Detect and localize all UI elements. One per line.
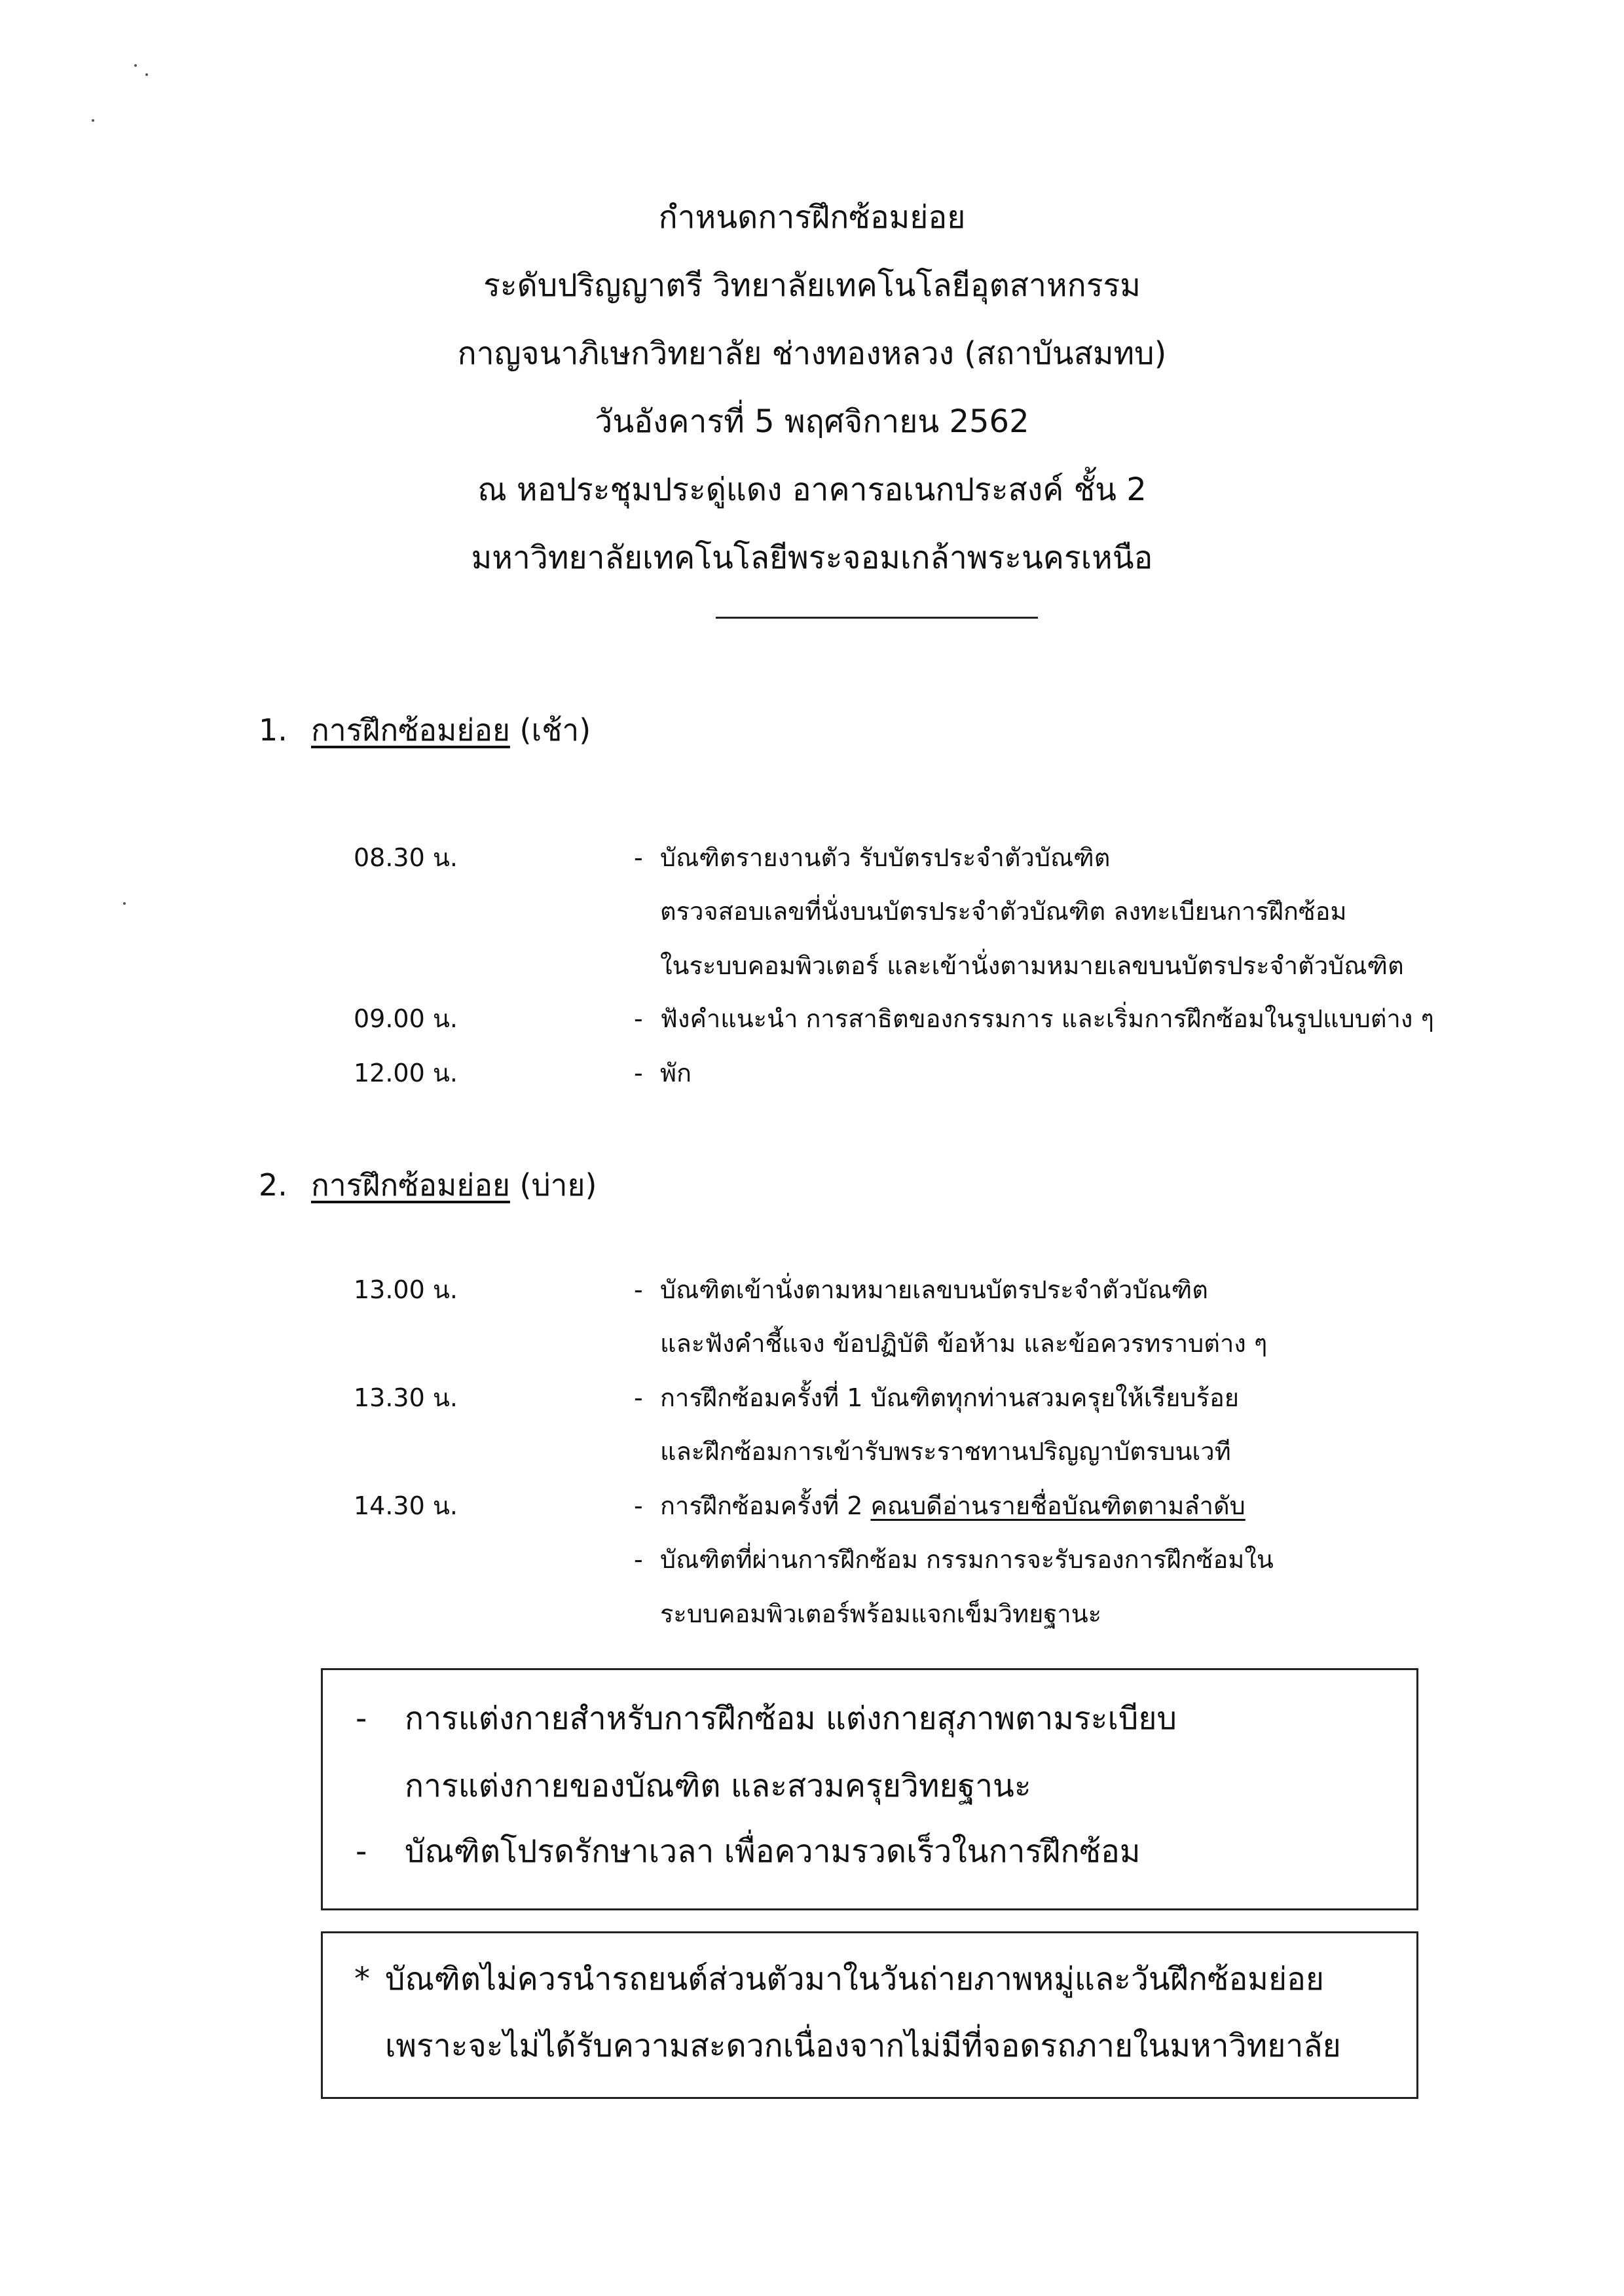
schedule-time: 13.00 น. [354,1275,458,1304]
section-number: 2. [259,1167,287,1203]
dress-code-notice-box [321,1668,1418,1910]
scan-speck [145,73,148,76]
schedule-line: พัก [660,1059,692,1087]
schedule-time: 13.30 น. [354,1383,458,1412]
bullet-dash: - [634,1275,643,1304]
schedule-line: ระบบคอมพิวเตอร์พร้อมแจกเข็มวิทยฐานะ [660,1599,1102,1628]
bullet-dash: - [634,1004,643,1033]
header-date: วันอังคารที่ 5 พฤศจิกายน 2562 [595,403,1029,440]
warning-line: เพราะจะไม่ได้รับความสะดวกเนื่องจากไม่มีที่จอดรถภายในมหาวิทยาลัย [385,2028,1341,2064]
schedule-line: และฝึกซ้อมการเข้ารับพระราชทานปริญญาบัตรบนเวที [660,1437,1231,1466]
bullet-dash: - [634,843,643,872]
bullet-dash: - [634,1383,643,1412]
warning-marker: * [354,1961,370,1997]
section-number: 1. [259,712,287,748]
schedule-line: บัณฑิตรายงานตัว รับบัตรประจำตัวบัณฑิต [660,843,1111,872]
notice-line: บัณฑิตโปรดรักษาเวลา เพื่อความรวดเร็วในการฝึกซ้อม [405,1833,1141,1870]
header-venue: ณ หอประชุมประดู่แดง อาคารอเนกประสงค์ ชั้น 2 [477,471,1147,508]
schedule-line: ตรวจสอบเลขที่นั่งบนบัตรประจำตัวบัณฑิต ลงทะเบียนการฝึกซ้อม [660,897,1347,926]
section-2-title [259,1165,597,1205]
schedule-line [660,1489,1246,1522]
section-period: (บ่าย) [519,1167,597,1203]
bullet-dash: - [634,1059,643,1087]
header-divider [716,617,1038,619]
section-period: (เช้า) [519,712,591,748]
section-title-text: การฝึกซ้อมย่อย [311,712,510,748]
section-1-title [259,710,591,750]
scan-speck [123,902,126,905]
bullet-dash: - [634,1545,643,1574]
notice-line: การแต่งกายสำหรับการฝึกซ้อม แต่งกายสุภาพตามระเบียบ [405,1700,1177,1737]
schedule-line: ในระบบคอมพิวเตอร์ และเข้านั่งตามหมายเลขบนบัตรประจำตัวบัณฑิต [660,951,1404,980]
warning-line: บัณฑิตไม่ควรนำรถยนต์ส่วนตัวมาในวันถ่ายภาพหมู่และวันฝึกซ้อมย่อย [385,1961,1325,1997]
notice-dash: - [356,1833,367,1870]
parking-warning-box [321,1931,1418,2099]
schedule-line: และฟังคำชี้แจง ข้อปฏิบัติ ข้อห้าม และข้อควรทราบต่าง ๆ [660,1329,1268,1358]
schedule-line: บัณฑิตเข้านั่งตามหมายเลขบนบัตรประจำตัวบัณฑิต [660,1275,1208,1304]
schedule-line-text: การฝึกซ้อมครั้งที่ 2 [660,1491,863,1520]
bullet-dash: - [634,1491,643,1520]
schedule-line: ฟังคำแนะนำ การสาธิตของกรรมการ และเริ่มการฝึกซ้อมในรูปแบบต่าง ๆ [660,1004,1434,1033]
schedule-time: 09.00 น. [354,1004,458,1033]
notice-dash: - [356,1700,367,1737]
header-degree-level: ระดับปริญญาตรี วิทยาลัยเทคโนโลยีอุตสาหกรรม [483,267,1141,304]
schedule-time: 14.30 น. [354,1491,458,1520]
header-university: มหาวิทยาลัยเทคโนโลยีพระจอมเกล้าพระนครเหนือ [471,539,1153,576]
scan-speck [92,119,94,122]
header-college: กาญจนาภิเษกวิทยาลัย ช่างทองหลวง (สถาบันสมทบ) [457,335,1167,372]
scan-speck [134,64,137,67]
underlined-instruction: คณบดีอ่านรายชื่อบัณฑิตตามลำดับ [870,1491,1246,1520]
schedule-time: 08.30 น. [354,843,458,872]
schedule-line: การฝึกซ้อมครั้งที่ 1 บัณฑิตทุกท่านสวมครุยให้เรียบร้อย [660,1383,1240,1412]
notice-line: การแต่งกายของบัณฑิต และสวมครุยวิทยฐานะ [405,1768,1031,1804]
schedule-line: บัณฑิตที่ผ่านการฝึกซ้อม กรรมการจะรับรองการฝึกซ้อมใน [660,1545,1274,1574]
schedule-time: 12.00 น. [354,1059,458,1087]
header-title: กำหนดการฝึกซ้อมย่อย [658,199,966,236]
section-title-text: การฝึกซ้อมย่อย [311,1167,510,1203]
document-header [0,183,1624,592]
